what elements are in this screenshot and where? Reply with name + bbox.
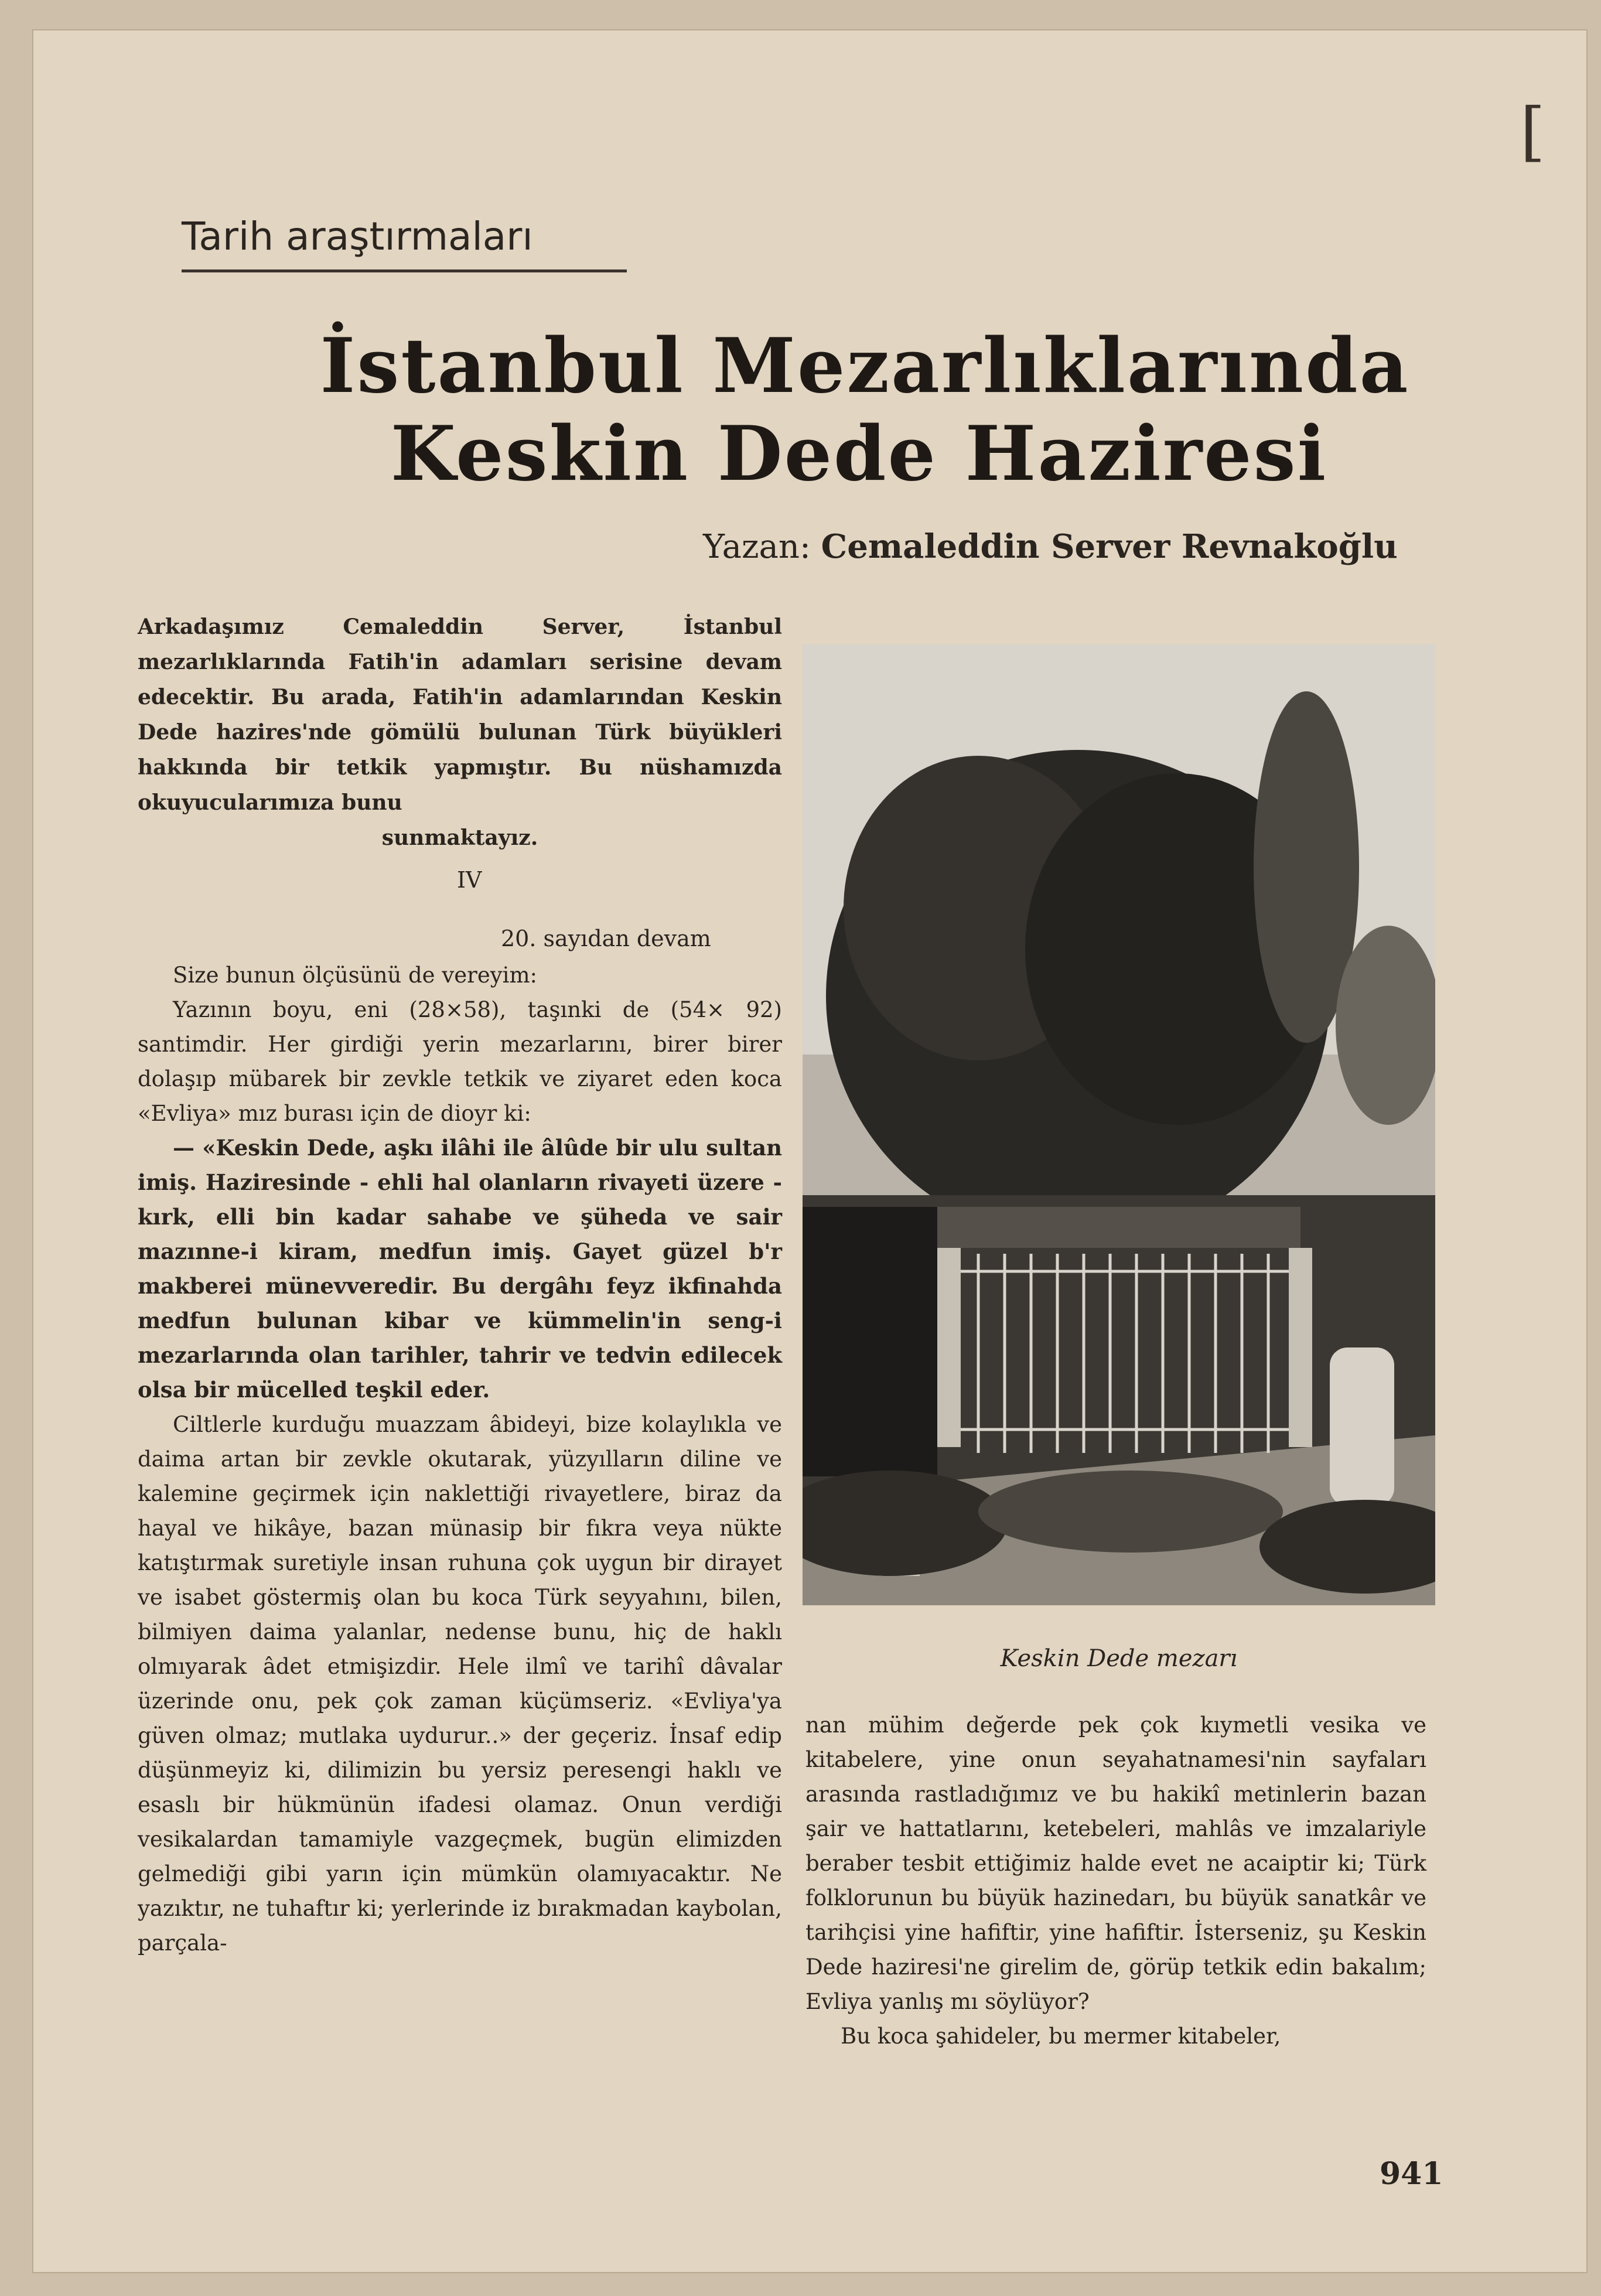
- margin-bracket-mark: [: [1520, 94, 1545, 169]
- evliya-quote: — «Keskin Dede, aşkı ilâhi ile âlûde bir ulu sultan imiş. Haziresinde - ehli hal olanların rivayeti üzere - kırk, elli bin kadar sahabe ve şüheda ve sair mazınne-i kiram, medfun imiş. Gayet güzel b'r makberei münevveredir. Bu dergâhı feyz ikfinahda medfun bulunan kibar ve kümmelin'in seng-i mezarlarında olan tarihler, tahrir ve tedvin edilecek olsa bir mücelled teşkil eder.: [138, 1135, 782, 1403]
- byline-author: Cemaleddin Server Revnakoğlu: [821, 527, 1398, 566]
- intro-last-line: sunmaktayız.: [381, 825, 538, 850]
- section-label: Tarih araştırmaları: [182, 214, 627, 272]
- part-number: IV: [457, 867, 482, 893]
- right-last-paragraph: Bu koca şahideler, bu mermer kitabeler,: [841, 2024, 1281, 2049]
- left-paragraph-1: Size bunun ölçüsünü de vereyim:: [173, 963, 538, 988]
- grave-photo-image: [803, 644, 1435, 1605]
- intro-paragraph: [138, 609, 782, 855]
- left-column: [138, 958, 782, 1960]
- intro-text: Arkadaşımız Cemaleddin Server, İstanbul mezarlıklarında Fatih'in adamları serisine devam edecektir. Bu arada, Fatih'in adamlarından Keskin Dede hazires'nde gömülü bulunan Türk büyükleri hakkında bir tetkik yapmıştır. Bu nüshamızda okuyucularımıza bunu: [138, 615, 782, 815]
- grave-photo: [803, 644, 1435, 1605]
- left-paragraph-2: Yazının boyu, eni (28×58), taşınki de (54× 92) santimdir. Her girdiği yerin mezarlarını, birer birer dolaşıp mübarek bir zevkle tetkik ve ziyaret eden koca «Evliya» mız burası için de dioyr ki:: [138, 997, 782, 1126]
- left-body-paragraph: Ciltlerle kurduğu muazzam âbideyi, bize kolaylıkla ve daima artan bir zevkle okutarak, yüzyılların diline ve kalemine geçirmek için naklettiği rivayetlere, biraz da hayal ve hikâye, bazan münasip bir fıkra veya nükte katıştırmak suretiyle insan ruhuna çok uygun bir dirayet ve isabet göstermiş olan bu koca Türk seyyahını, bilen, bilmiyen daima yalanlar, nedense bunu, hiç de haklı olmıyarak âdet etmişizdir. Hele ilmî ve tarihî dâvalar üzerinde onu, pek çok zaman küçümseriz. «Evliya'ya güven olmaz; mutlaka uydurur..» der geçeriz. İnsaf edip düşünmeyiz ki, dilimizin bu yersiz peresengi haklı ve esaslı bir hükmünün ifadesi olamaz. Onun verdiği vesikalardan tamamiyle vazgeçmek, bugün elimizden gelmediği gibi yarın için mümkün olamıyacaktır. Ne yazıktır, ne tuhaftır ki; yerlerinde iz bırakmadan kaybolan, parçala-: [138, 1412, 782, 1956]
- byline-prefix: Yazan:: [703, 528, 811, 566]
- byline: [703, 527, 1398, 566]
- right-body-paragraph: nan mühim değerde pek çok kıymetli vesika ve kitabelere, yine onun seyahatnamesi'nin sayfaları arasında rastladığımız ve bu hakikî metinlerin bazan şair ve hattatlarını, ketebeleri, mahlâs ve imzalariyle beraber tesbit ettiğimiz halde evet ne acaiptir ki; Türk folklorunun bu büyük hazinedarı, bu büyük sanatkâr ve tarihçisi yine hafiftir, yine hafiftir. İsterseniz, şu Keskin Dede haziresi'ne girelim de, görüp tetkik edin bakalım; Evliya yanlış mı söylüyor?: [805, 1712, 1426, 2014]
- continued-note: 20. sayıdan devam: [501, 926, 711, 951]
- article-title-line-1: İstanbul Mezarlıklarında: [320, 322, 1410, 410]
- page-number: 941: [1380, 2156, 1443, 2192]
- article-title-line-2: Keskin Dede Haziresi: [390, 410, 1328, 498]
- photo-caption: Keskin Dede mezarı: [1000, 1645, 1238, 1672]
- right-column: [805, 1708, 1426, 2053]
